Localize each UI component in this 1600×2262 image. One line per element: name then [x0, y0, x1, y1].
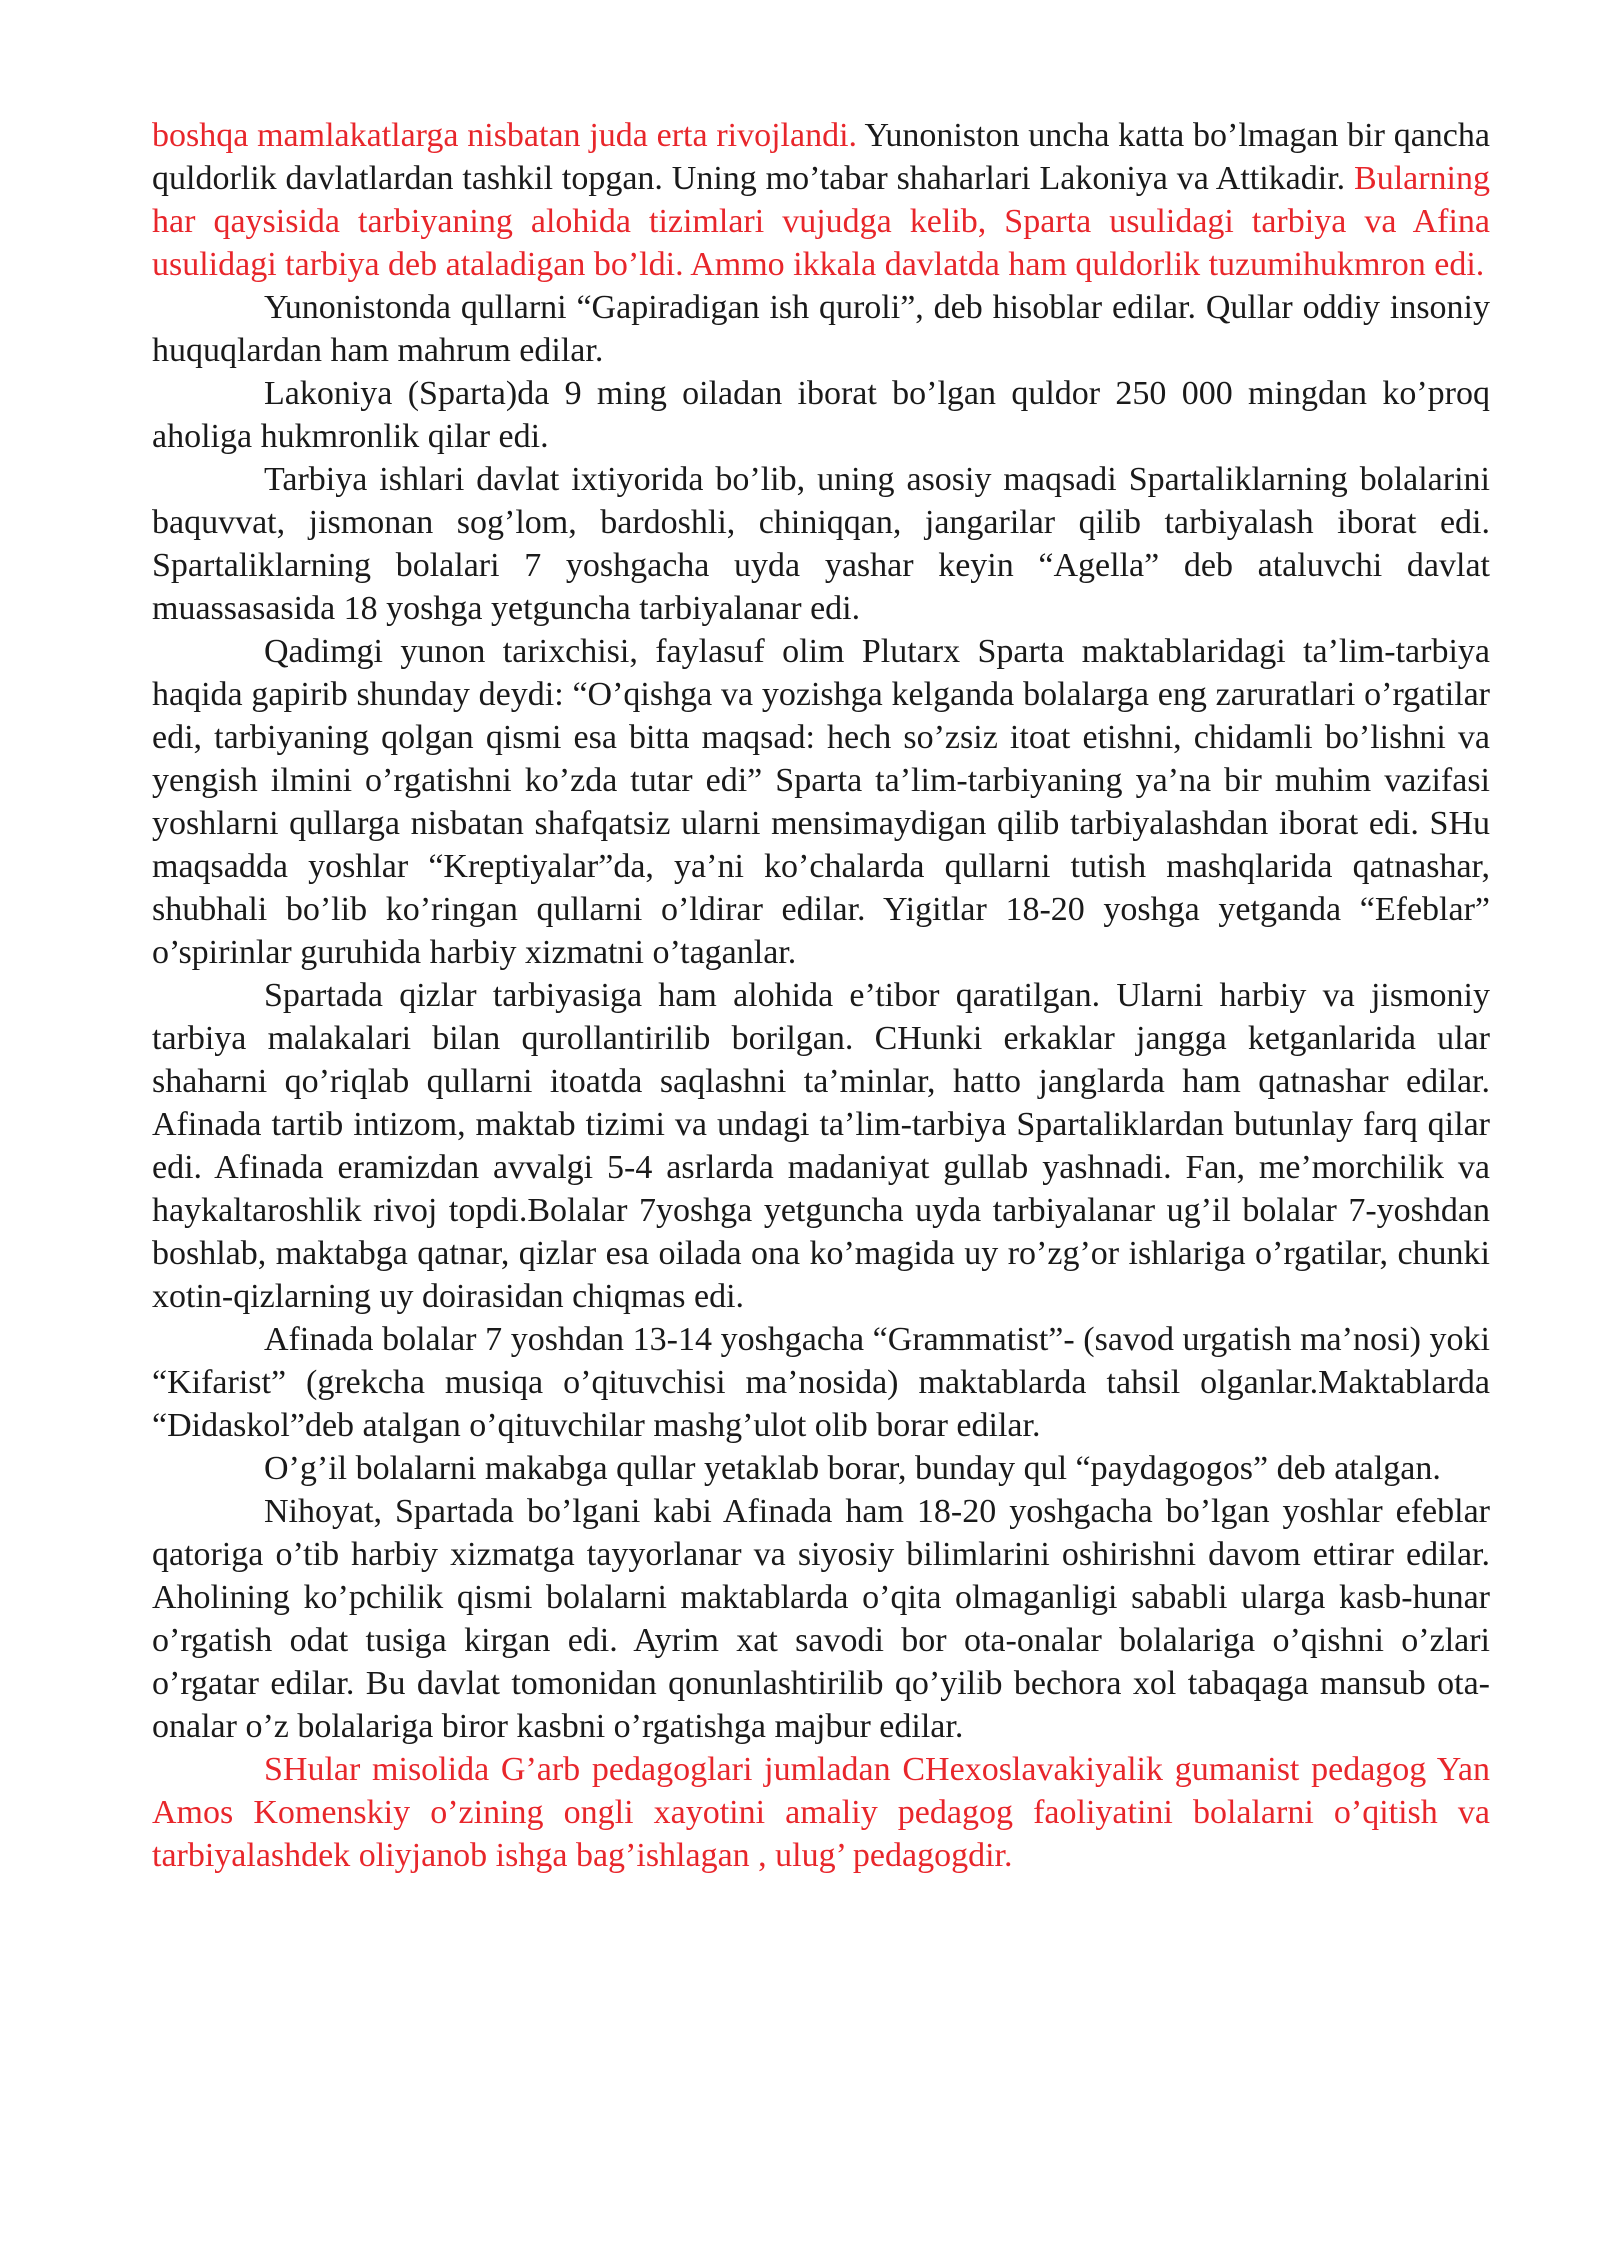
paragraph-5-text: Qadimgi yunon tarixchisi, faylasuf olim Plutarx Sparta maktablaridagi ta’lim-tarbiya haqida gapirib shunday deydi: “O’qishga va yozishga kelganda bolalarga eng zaruratlari o’rgatilar edi, tarbiyaning qolgan qismi esa bitta maqsad: hech so’zsiz itoat etishni, chidamli bo’lishni va yengish ilmini o’rgatishni ko’zda tutar edi” Sparta ta’lim-tarbiyaning ya’na bir muhim vazifasi yoshlarni qullarga nisbatan shafqatsiz ularni mensimaydigan qilib tarbiyalashdan iborat edi. SHu maqsadda yoshlar “Kreptiyalar”da, ya’ni ko’chalarda qullarni tutish mashqlarida qatnashar, shubhali bo’lib ko’ringan qullarni o’ldirar edilar. Yigitlar 18-20 yoshga yetganda “Efeblar” o’spirinlar guruhida harbiy xizmatni o’taganlar. — [152, 633, 1490, 971]
paragraph-1 — [152, 114, 1490, 286]
paragraph-7 — [152, 1318, 1490, 1447]
paragraph-5 — [152, 630, 1490, 974]
paragraph-7-text: Afinada bolalar 7 yoshdan 13-14 yoshgacha “Grammatist”- (savod urgatish ma’nosi) yoki “Kifarist” (grekcha musiqa o’qituvchisi ma’nosida) maktablarda tahsil olganlar.Maktablarda “Didaskol”deb atalgan o’qituvchilar mashg’ulot olib borar edilar. — [152, 1321, 1490, 1444]
paragraph-9-text: Nihoyat, Spartada bo’lgani kabi Afinada ham 18-20 yoshgacha bo’lgan yoshlar efeblar qatoriga o’tib harbiy xizmatga tayyorlanar va siyosiy bilimlarini oshirishni davom ettirar edilar. Aholining ko’pchilik qismi bolalarni maktablarda o’qita olmaganligi sababli ularga kasb-hunar o’rgatish odat tusiga kirgan edi. Ayrim xat savodi bor ota-onalar bolalariga o’qishni o’zlari o’rgatar edilar. Bu davlat tomonidan qonunlashtirilib qo’yilib bechora xol tabaqaga mansub ota-onalar o’z bolalariga biror kasbni o’rgatishga majbur edilar. — [152, 1493, 1490, 1745]
paragraph-4 — [152, 458, 1490, 630]
paragraph-1-span-1: boshqa mamlakatlarga nisbatan juda erta rivojlandi. — [152, 117, 858, 154]
paragraph-4-text: Tarbiya ishlari davlat ixtiyorida bo’lib, uning asosiy maqsadi Spartaliklarning bolalarini baquvvat, jismonan sog’lom, bardoshli, chiniqqan, jangarilar qilib tarbiyalash iborat edi. Spartaliklarning bolalari 7 yoshgacha uyda yashar keyin “Agella” deb ataluvchi davlat muassasasida 18 yoshga yetguncha tarbiyalanar edi. — [152, 461, 1490, 627]
paragraph-9 — [152, 1490, 1490, 1748]
paragraph-8 — [152, 1447, 1490, 1490]
paragraph-3 — [152, 372, 1490, 458]
paragraph-6-text: Spartada qizlar tarbiyasiga ham alohida e’tibor qaratilgan. Ularni harbiy va jismoniy tarbiya malakalari bilan qurollantirilib borilgan. CHunki erkaklar jangga ketganlarida ular shaharni qo’riqlab qullarni itoatda saqlashni ta’minlar, hatto janglarda ham qatnashar edilar. Afinada tartib intizom, maktab tizimi va undagi ta’lim-tarbiya Spartaliklardan butunlay farq qilar edi. Afinada eramizdan avvalgi 5-4 asrlarda madaniyat gullab yashnadi. Fan, me’morchilik va haykaltaroshlik rivoj topdi.Bolalar 7yoshga yetguncha uyda tarbiyalanar ug’il bolalar 7-yoshdan boshlab, maktabga qatnar, qizlar esa oilada ona ko’magida uy ro’zg’or ishlariga o’rgatilar, chunki xotin-qizlarning uy doirasidan chiqmas edi. — [152, 977, 1490, 1315]
paragraph-1-span-2: Yunoniston uncha katta bo’lmagan bir qancha quldorlik davlatlardan tashkil topgan. Uning mo’tabar shaharlari Lakoniya va Attikadir. — [152, 117, 1490, 197]
paragraph-10-text: SHular misolida G’arb pedagoglari jumladan CHexoslavakiyalik gumanist pedagog Yan Amos Komenskiy o’zining ongli xayotini amaliy pedagog faoliyatini bolalarni o’qitish va tarbiyalashdek oliyjanob ishga bag’ishlagan , ulug’ pedagogdir. — [152, 1751, 1490, 1874]
paragraph-2 — [152, 286, 1490, 372]
paragraph-10 — [152, 1748, 1490, 1877]
paragraph-2-text: Yunonistonda qullarni “Gapiradigan ish quroli”, deb hisoblar edilar. Qullar oddiy insoniy huquqlardan ham mahrum edilar. — [152, 289, 1490, 369]
paragraph-1-span-3: Bularning har qaysisida tarbiyaning alohida tizimlari vujudga kelib, Sparta usulidagi tarbiya va Afina usulidagi tarbiya deb ataladigan bo’ldi. Ammo ikkala davlatda ham quldorlik tuzumihukmron edi. — [152, 160, 1490, 283]
paragraph-6 — [152, 974, 1490, 1318]
paragraph-8-text: O’g’il bolalarni makabga qullar yetaklab borar, bunday qul “paydagogos” deb atalgan. — [264, 1450, 1441, 1487]
paragraph-3-text: Lakoniya (Sparta)da 9 ming oiladan iborat bo’lgan quldor 250 000 mingdan ko’proq aholiga hukmronlik qilar edi. — [152, 375, 1490, 455]
